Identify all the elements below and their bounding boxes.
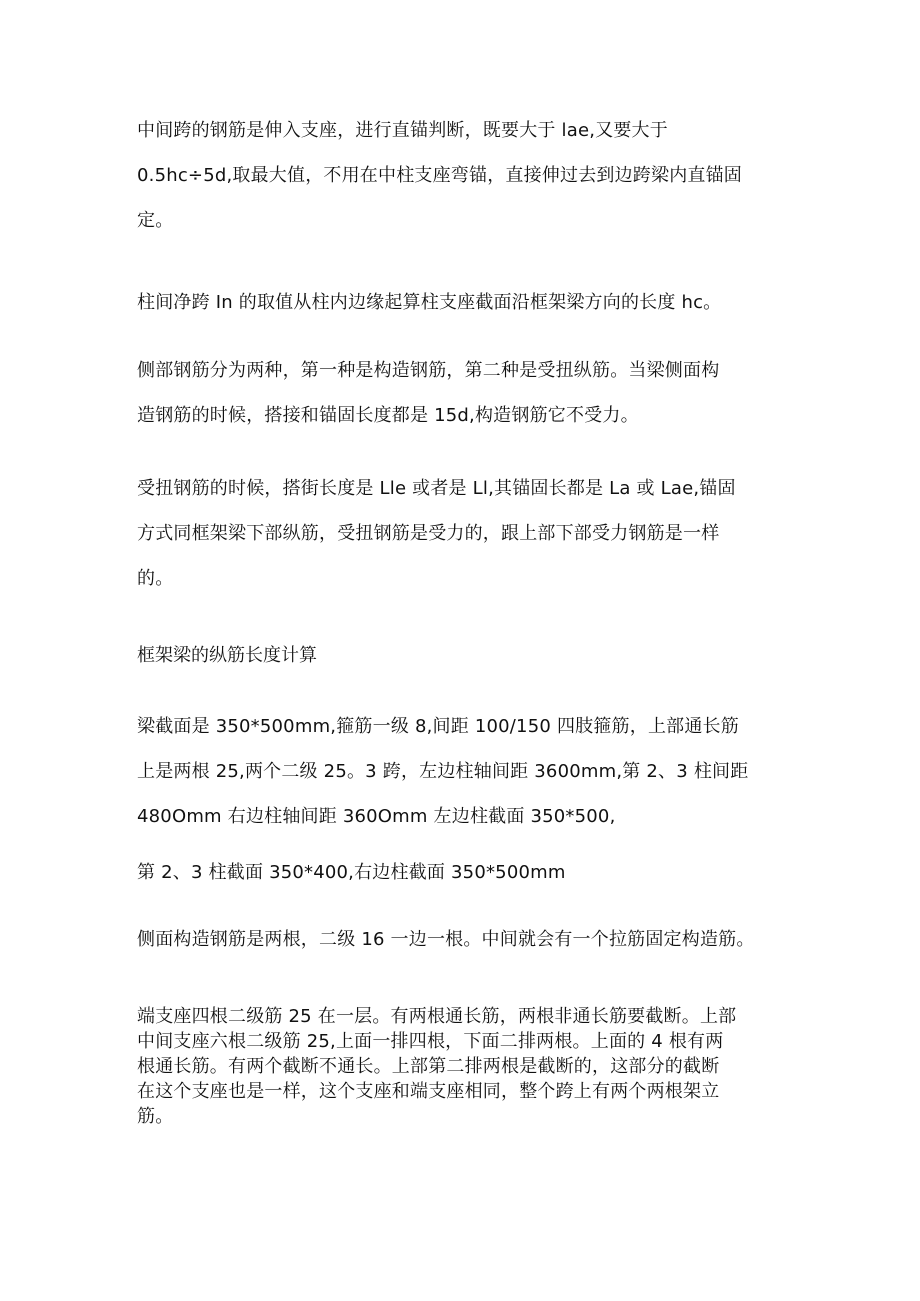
text-line: 筋。	[137, 1106, 174, 1127]
text-line: 中间支座六根二级筋 25,上面一排四根，下面二排两根。上面的 4 根有两	[137, 1031, 724, 1052]
text-line: 480Omm 右边柱轴间距 360Omm 左边柱截面 350*500,	[137, 806, 616, 827]
paragraph-side-bars	[137, 348, 797, 438]
text-line: 的。	[137, 568, 174, 589]
text-line: 根通长筋。有两个截断不通长。上部第二排两根是截断的，这部分的截断	[137, 1056, 720, 1077]
text-line: 方式同框架梁下部纵筋，受扭钢筋是受力的，跟上部下部受力钢筋是一样	[137, 523, 720, 544]
text-line: 柱间净跨 In 的取值从柱内边缘起算柱支座截面沿框架梁方向的长度 hc。	[137, 292, 722, 313]
paragraph-beam-section	[137, 704, 797, 839]
paragraph-column-sections	[137, 850, 797, 895]
text-line: 侧面构造钢筋是两根，二级 16 一边一根。中间就会有一个拉筋固定构造筋。	[137, 929, 755, 950]
text-line: 受扭钢筋的时候，搭街长度是 Lle 或者是 Ll,其锚固长都是 La 或 Lae,锚固	[137, 478, 736, 499]
paragraph-support-bars	[137, 1004, 797, 1129]
text-line: 在这个支座也是一样，这个支座和端支座相同，整个跨上有两个两根架立	[137, 1081, 720, 1102]
section-heading: 框架梁的纵筋长度计算	[137, 645, 317, 666]
text-line: 第 2、3 柱截面 350*400,右边柱截面 350*500mm	[137, 862, 566, 883]
text-line: 端支座四根二级筋 25 在一层。有两根通长筋，两根非通长筋要截断。上部	[137, 1006, 737, 1027]
paragraph-mid-span-anchorage	[137, 108, 797, 243]
text-line: 上是两根 25,两个二级 25。3 跨，左边柱轴间距 3600mm,第 2、3 柱间距	[137, 761, 749, 782]
text-line: 侧部钢筋分为两种，第一种是构造钢筋，第二种是受扭纵筋。当梁侧面构	[137, 360, 720, 381]
text-line: 0.5hc÷5d,取最大值，不用在中柱支座弯锚，直接伸过去到边跨梁内直锚固	[137, 165, 743, 186]
text-line: 造钢筋的时候，搭接和锚固长度都是 15d,构造钢筋它不受力。	[137, 405, 639, 426]
paragraph-torsion-bars	[137, 466, 797, 601]
text-line: 中间跨的钢筋是伸入支座，进行直锚判断，既要大于 lae,又要大于	[137, 120, 668, 141]
text-line: 梁截面是 350*500mm,箍筋一级 8,间距 100/150 四肢箍筋，上部通长筋	[137, 716, 739, 737]
text-line: 定。	[137, 210, 174, 231]
paragraph-clear-span	[137, 280, 797, 325]
paragraph-side-construction-bars	[137, 917, 797, 962]
